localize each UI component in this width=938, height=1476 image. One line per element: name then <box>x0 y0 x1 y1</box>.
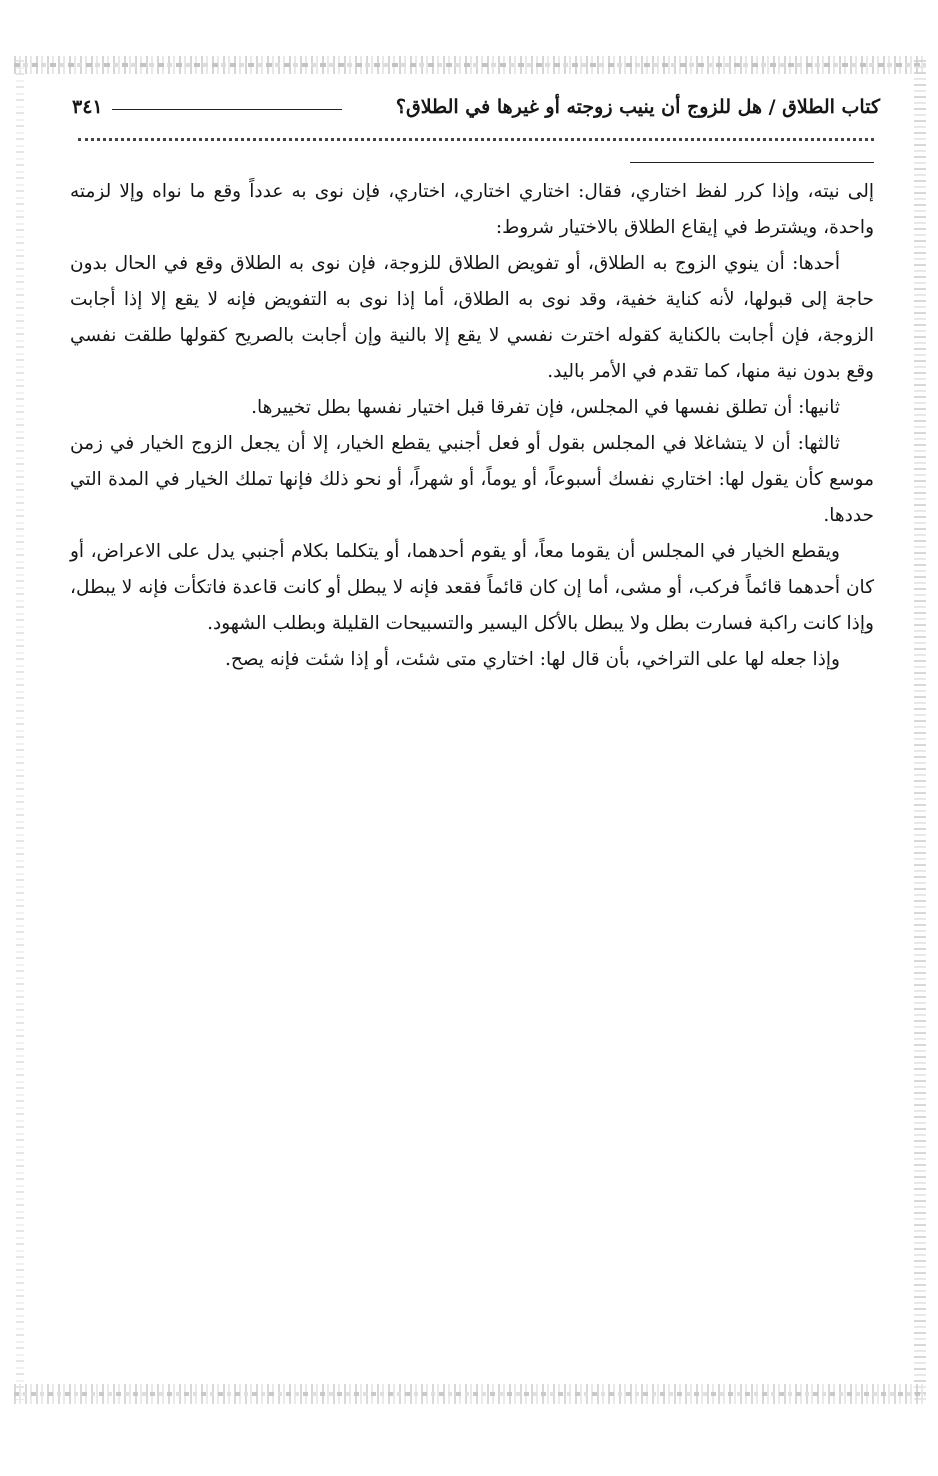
page-border-bottom <box>14 1384 926 1404</box>
page-border-top <box>14 56 926 74</box>
page-border-right <box>914 60 926 1400</box>
running-title: كتاب الطلاق / هل للزوج أن ينيب زوجته أو غيرها في الطلاق؟ <box>395 96 880 118</box>
paragraph-condition-3: ثالثها: أن لا يتشاغلا في المجلس بقول أو فعل أجنبي يقطع الخيار، إلا أن يجعل الزوج الخيار في زمن موسع كأن يقول لها: اختاري نفسك أسبوعاً، أو يوماً، أو شهراً، أو نحو ذلك فإنها تملك الخيار في المدة التي حددها. <box>70 433 874 526</box>
page-border-left <box>16 60 24 1400</box>
page-number: ٣٤١ <box>72 96 103 118</box>
continuation-rule <box>630 162 874 163</box>
page-header <box>60 92 880 126</box>
body-text <box>70 174 874 678</box>
paragraph-condition-2: ثانيها: أن تطلق نفسها في المجلس، فإن تفرقا قبل اختيار نفسها بطل تخييرها. <box>251 397 840 418</box>
dotted-divider <box>78 138 874 141</box>
paragraph-interruption: ويقطع الخيار في المجلس أن يقوما معاً، أو يقوم أحدهما، أو يتكلما بكلام أجنبي يدل على الاعراض، أو كان أحدهما قائماً فركب، أو مشى، أما إن كان قائماً فقعد فإنه لا يبطل أو كانت قاعدة فاتكأت فإنه لا يبطل، وإذا كانت راكبة فسارت بطل ولا يبطل بالأكل اليسير والتسبيحات القليلة وبطلب الشهود. <box>70 541 874 634</box>
paragraph-continuation: إلى نيته، وإذا كرر لفظ اختاري، فقال: اختاري اختاري، اختاري، فإن نوى به عدداً وقع ما نواه وإلا لزمته واحدة، ويشترط في إيقاع الطلاق بالاختيار شروط: <box>70 181 874 238</box>
header-rule <box>112 109 342 110</box>
paragraph-deferral: وإذا جعله لها على التراخي، بأن قال لها: اختاري متى شئت، أو إذا شئت فإنه يصح. <box>224 649 840 670</box>
paragraph-condition-1: أحدها: أن ينوي الزوج به الطلاق، أو تفويض الطلاق للزوجة، فإن نوى به الطلاق وقع في الحال بدون حاجة إلى قبولها، لأنه كناية خفية، وقد نوى به الطلاق، أما إذا نوى به التفويض فإنه لا يقع إلا إذا أجابت الزوجة، فإن أجابت بالكناية كقوله اخترت نفسي لا يقع إلا بالنية وإن أجابت بالصريح كقولها طلقت نفسي وقع بدون نية منها، كما تقدم في الأمر باليد. <box>70 253 874 382</box>
